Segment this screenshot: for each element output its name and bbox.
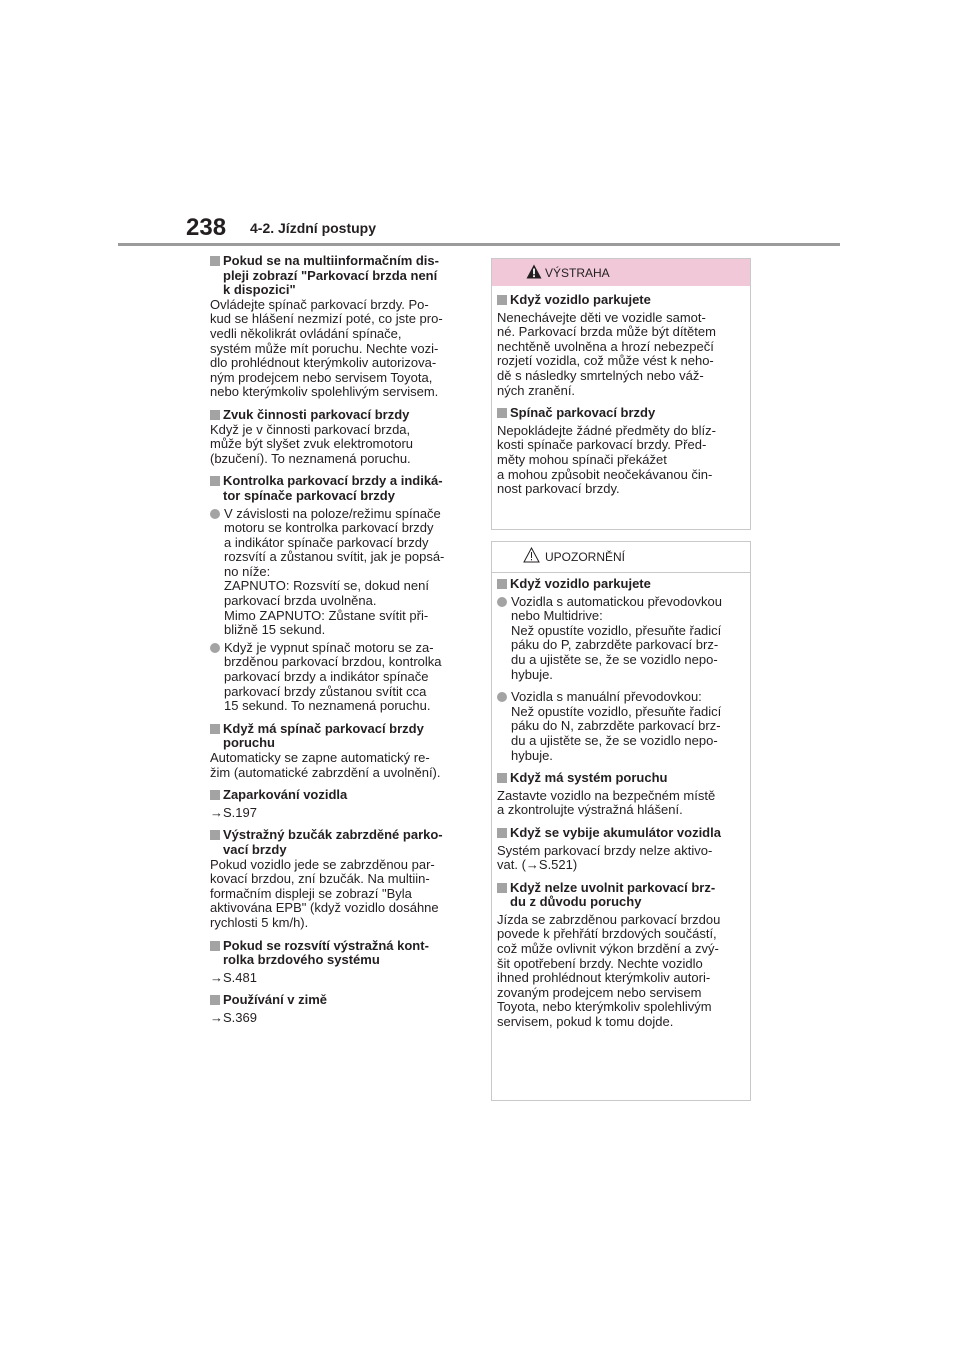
heading-epb-sound: Zvuk činnosti parkovací brzdy — [210, 408, 468, 423]
caution-heading-parking: Když vozidlo parkujete — [497, 577, 746, 592]
caution-paragraph-release-failure: Jízda se zabrzděnou parkovací brzdou povede k přehřátí brzdových součástí, což může ovlivnit výkon brzdění a zvý- šit opotřebení brzdy. Nechte vozidlo ihned prohlédnout kterýmkoliv autori- zovaným prodejcem nebo servisem Toyota, nebo kterýmkoliv spolehlivým servisem, pokud k tomu dojde. — [497, 911, 721, 1030]
caution-body — [492, 573, 750, 1030]
warning-heading-switch: Spínač parkovací brzdy — [497, 406, 746, 421]
paragraph-epb-sound: Když je v činnosti parkovací brzda, může být slyšet zvuk elektromotoru (bzučení). To neznamená poruchu. — [210, 421, 414, 466]
warning-paragraph-switch: Nepokládejte žádné předměty do blíz- kosti spínače parkovací brzdy. Před- měty mohou spínači překážet a mohou způsobit neočekávanou čin- nost parkovací brzdy. — [497, 422, 716, 497]
caution-bullet-manual: Vozidla s manuální převodovkou: Než opustíte vozidlo, přesuňte řadicí páku do N, zabrzděte parkovací brz- du a ujistěte se, že se vozidlo nepo- hybuje. — [497, 690, 746, 763]
square-bullet-icon — [210, 790, 220, 800]
square-bullet-icon — [497, 295, 507, 305]
square-bullet-icon — [497, 773, 507, 783]
heading-epb-unavailable: Pokud se na multiinformačním dis- pleji zobrazí "Parkovací brzda není k dispozici" — [210, 254, 468, 298]
bullet-indicator-2: Když je vypnut spínač motoru se za- brzděnou parkovací brzdou, kontrolka parkovací brzdy a indikátor spínače parkovací brzdy zůstanou svítit cca 15 sekund. To neznamená poruchu. — [210, 641, 468, 714]
section-title: 4-2. Jízdní postupy — [250, 220, 377, 236]
caution-heading-release-failure: Když nelze uvolnit parkovací brz- du z důvodu poruchy — [497, 881, 746, 910]
warning-paragraph-parking: Nenechávejte děti ve vozidle samot- né. Parkovací brzda může být dítětem nechtěně uvolněna a hrozí nebezpečí rozjetí vozidla, což může vést k neho- dě s následky smrtelných nebo váž- ných zranění. — [497, 309, 716, 398]
caution-triangle-icon — [523, 547, 540, 563]
square-bullet-icon — [210, 830, 220, 840]
bullet-indicator-1: V závislosti na poloze/režimu spínače motoru se kontrolka parkovací brzdy a indikátor spínače parkovací brzdy rozsvítí a zůstanou svítit, jak je popsá- no níže: ZAPNUTO: Rozsvítí se, dokud není parkovací brzda uvolněna. Mimo ZAPNUTO: Zůstane svítit při- bližně 15 sekund. — [210, 507, 468, 638]
square-bullet-icon — [210, 256, 220, 266]
heading-switch-malfunction: Když má spínač parkovací brzdy poruchu — [210, 722, 468, 751]
warning-box — [491, 258, 751, 530]
square-bullet-icon — [210, 476, 220, 486]
round-bullet-icon — [497, 597, 507, 607]
caution-paragraph-battery: Systém parkovací brzdy nelze aktivo- vat. (→S.521) — [497, 842, 713, 873]
square-bullet-icon — [497, 579, 507, 589]
round-bullet-icon — [497, 692, 507, 702]
warning-body — [492, 286, 750, 497]
caution-header — [492, 542, 750, 573]
caution-box — [491, 541, 751, 1101]
warning-header — [492, 259, 750, 286]
heading-buzzer: Výstražný bzučák zabrzděné parko- vací brzdy — [210, 828, 468, 857]
heading-winter: Používání v zimě — [210, 993, 468, 1008]
warning-heading-parking: Když vozidlo parkujete — [497, 293, 746, 308]
square-bullet-icon — [210, 410, 220, 420]
square-bullet-icon — [210, 724, 220, 734]
page-reference-link[interactable]: →S.369 — [210, 1009, 257, 1025]
page-reference-link[interactable]: →S.481 — [210, 969, 257, 985]
warning-triangle-icon — [526, 264, 542, 279]
warning-title: VÝSTRAHA — [545, 266, 610, 280]
paragraph-switch-malfunction: Automaticky se zapne automatický re- žim (automatické zabrzdění a uvolnění). — [210, 750, 441, 780]
square-bullet-icon — [210, 995, 220, 1005]
caution-paragraph-malfunction: Zastavte vozidlo na bezpečném místě a zkontrolujte výstražná hlášení. — [497, 787, 716, 818]
heading-parking: Zaparkování vozidla — [210, 788, 468, 803]
square-bullet-icon — [210, 941, 220, 951]
left-column — [210, 254, 468, 1026]
square-bullet-icon — [497, 883, 507, 893]
caution-heading-malfunction: Když má systém poruchu — [497, 771, 746, 786]
caution-bullet-automatic: Vozidla s automatickou převodovkou nebo Multidrive: Než opustíte vozidlo, přesuňte řadicí páku do P, zabrzděte parkovací brz- du a ujistěte se, že se vozidlo nepo- hybuje. — [497, 595, 746, 683]
round-bullet-icon — [210, 509, 220, 519]
paragraph-epb-unavailable: Ovládejte spínač parkovací brzdy. Po- kud se hlášení nezmizí poté, co jste pro- vedli několikrát ovládání spínače, systém může mít poruchu. Nechte vozi- dlo prohlédnout kterýmkoliv autorizova- ným prodejcem nebo servisem Toyota, nebo kterýmkoliv spolehlivým servisem. — [210, 296, 443, 400]
page-number: 238 — [186, 214, 227, 241]
caution-heading-battery: Když se vybije akumulátor vozidla — [497, 826, 746, 841]
header-rule — [118, 243, 840, 246]
page-reference-link[interactable]: →S.197 — [210, 804, 257, 820]
caution-title: UPOZORNĚNÍ — [545, 550, 626, 564]
square-bullet-icon — [497, 828, 507, 838]
square-bullet-icon — [497, 408, 507, 418]
heading-brake-warning: Pokud se rozsvítí výstražná kont- rolka brzdového systému — [210, 939, 468, 968]
heading-indicator: Kontrolka parkovací brzdy a indiká- tor spínače parkovací brzdy — [210, 474, 468, 503]
round-bullet-icon — [210, 643, 220, 653]
paragraph-buzzer: Pokud vozidlo jede se zabrzděnou par- kovací brzdou, zní bzučák. Na multiin- formačním displeji se zobrazí "Byla aktivována EPB" (když vozidlo dosáhne rychlosti 5 km/h). — [210, 856, 439, 930]
